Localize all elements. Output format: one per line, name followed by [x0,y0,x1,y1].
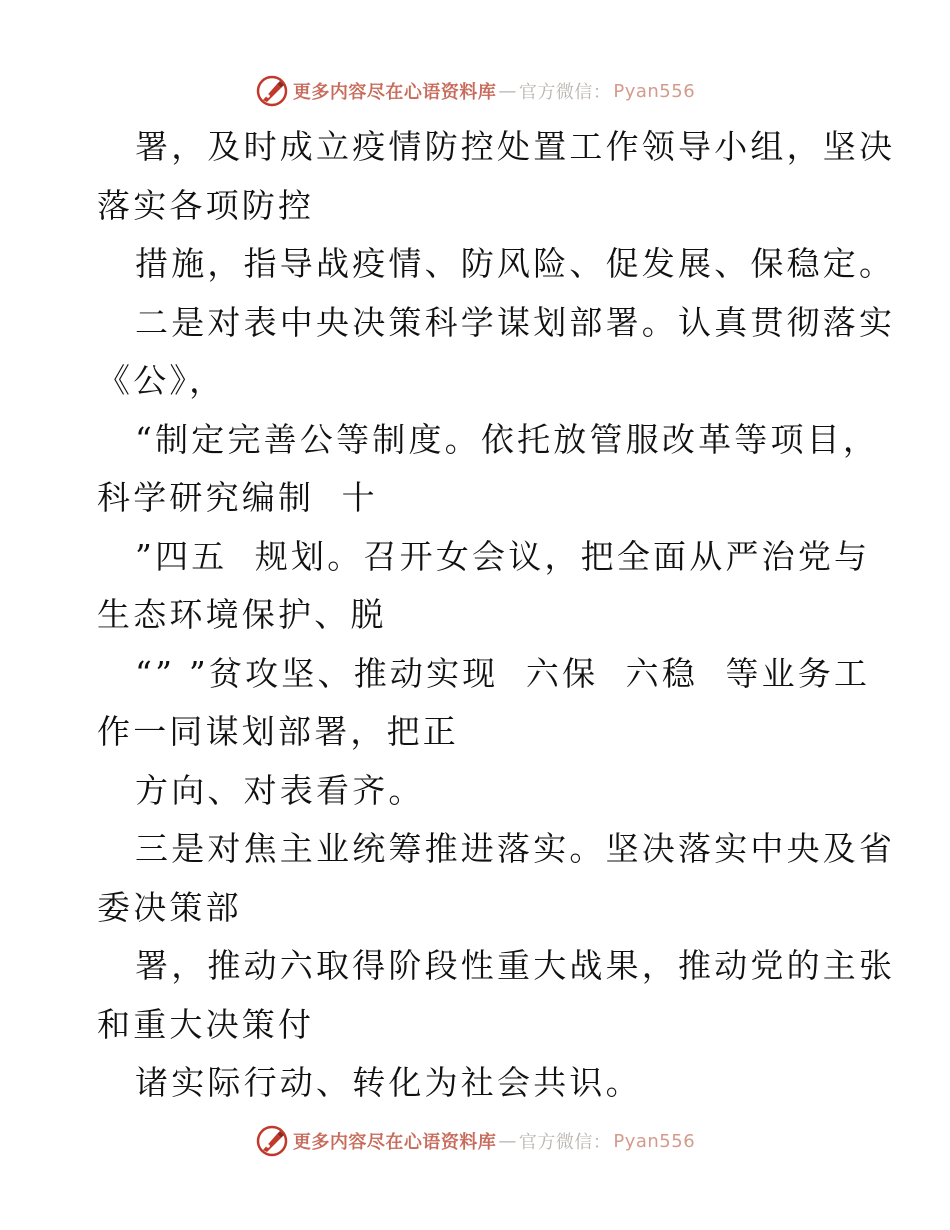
text-line: 作一同谋划部署，把正 [97,712,459,751]
banner-text: 更多内容尽在心语资料库 [292,82,497,103]
text-line: 署，推动六取得阶段性重大战果，推动党的主张 [135,946,896,985]
text-line: 署，及时成立疫情防控处置工作领导小组，坚决 [135,127,896,166]
banner-text: 更多内容尽在心语资料库 [292,1132,497,1153]
banner-separator: — [498,80,517,102]
text-line: 落实各项防控 [97,185,315,225]
text-line: 诸实际行动、转化为社会共识。 [135,1063,642,1102]
pen-logo-icon [255,1124,289,1158]
text-line: 委决策部 [97,887,242,927]
banner-wechat-label: 官方微信： [518,1132,612,1153]
pen-logo-icon [255,74,289,108]
text-line: 三是对焦主业统筹推进落实。坚决落实中央及省 [135,829,896,868]
text-line: ”四五 规划。召开女会议，把全面从严治党与 [135,536,871,576]
header-watermark-banner [0,71,950,111]
text-line: 生态环境保护、脱 [97,595,387,634]
banner-wechat-id: Pyan556 [613,1130,696,1152]
footer-watermark-banner [0,1121,950,1161]
text-line: 二是对表中央决策科学谋划部署。认真贯彻落实 [135,302,896,342]
document-body [97,118,896,1113]
text-line: 方向、对表看齐。 [135,770,425,810]
text-line: “” ”贫攻坚、推动实现 六保 六稳 等业务工 [135,653,871,693]
text-line: “制定完善公等制度。依托放管服改革等项目， [135,419,880,459]
text-line: 和重大决策付 [97,1004,315,1044]
banner-separator: — [498,1130,517,1152]
text-line: 《公》， [97,361,226,400]
banner-wechat-id: Pyan556 [613,80,696,102]
text-line: 科学研究编制 十 [97,478,378,517]
text-line: 措施，指导战疫情、防风险、促发展、保稳定。 [135,244,896,283]
banner-wechat-label: 官方微信： [518,82,612,103]
